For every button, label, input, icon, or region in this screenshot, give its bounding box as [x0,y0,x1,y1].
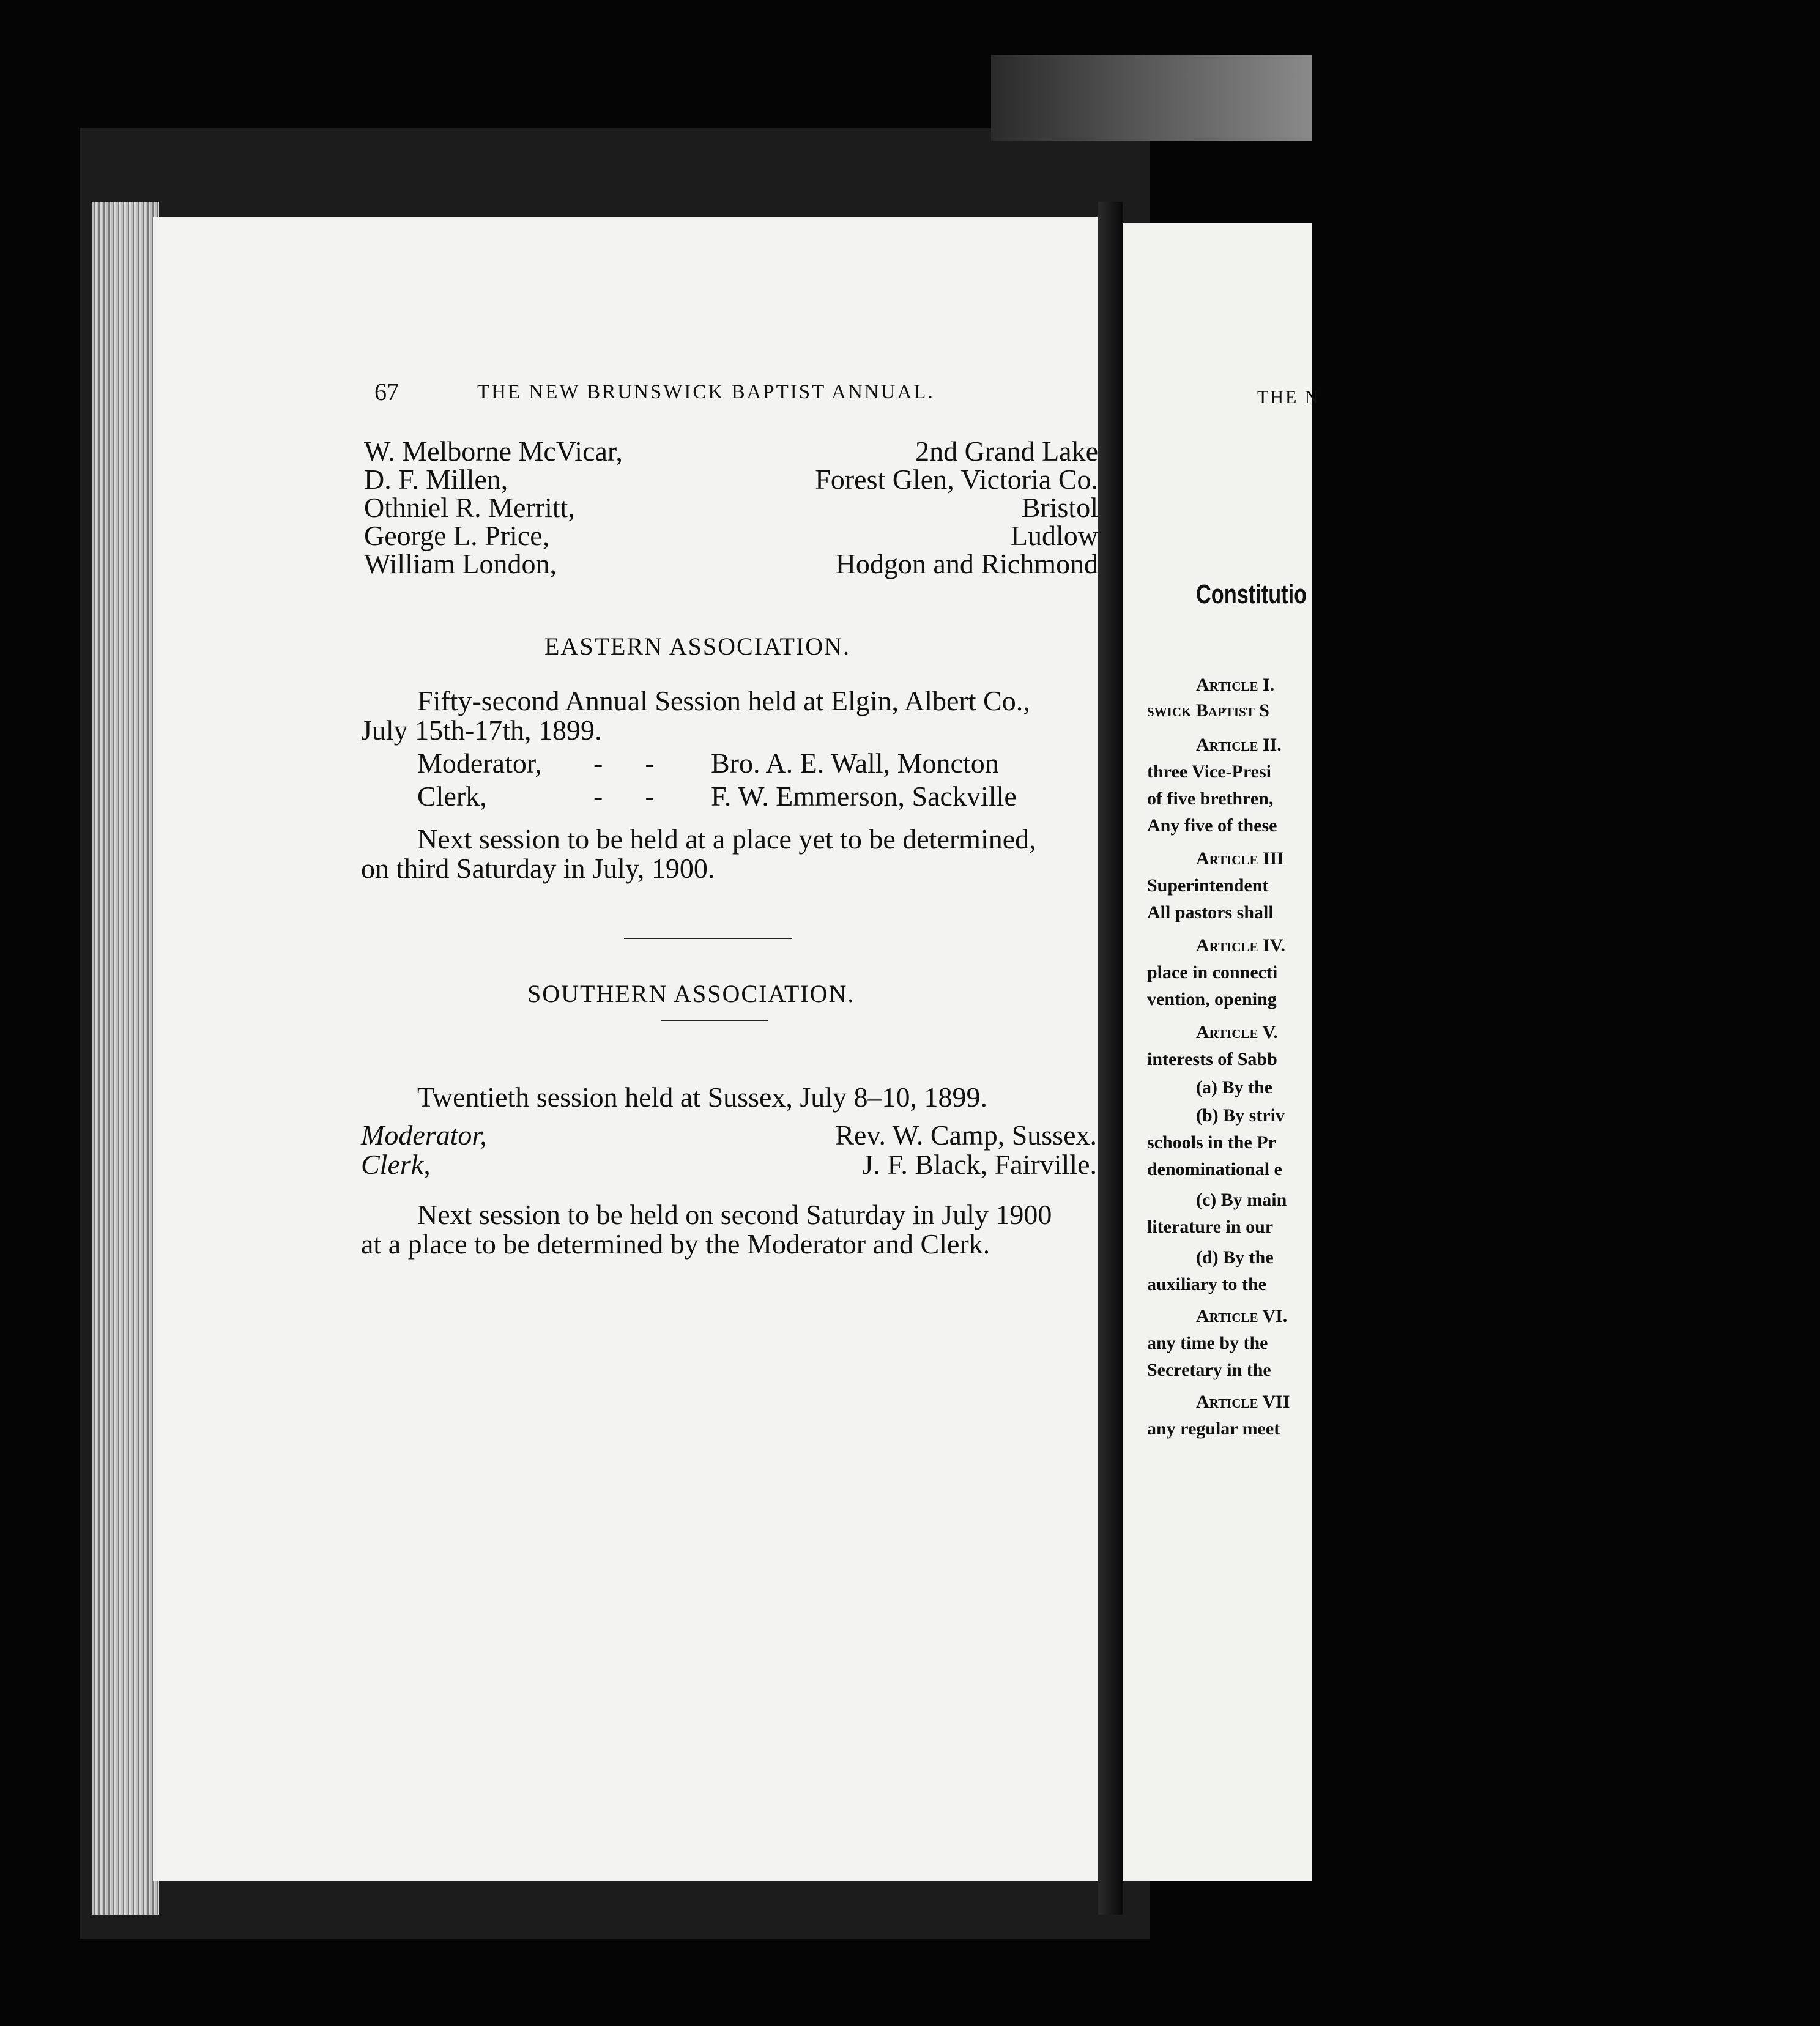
member-name: George L. Price, [364,520,550,551]
member-place: Ludlow [1010,520,1098,551]
right-line: Article IV. [1196,935,1285,955]
right-line: schools in the Pr [1147,1132,1276,1152]
section-divider [624,938,792,939]
right-line: place in connecti [1147,962,1278,982]
member-name: D. F. Millen, [364,464,508,495]
right-line: Article VII [1196,1392,1290,1412]
eastern-clerk-dashes: - - [593,781,655,812]
eastern-association-heading: EASTERN ASSOCIATION. [544,633,851,660]
southern-association-heading: SOUTHERN ASSOCIATION. [527,980,855,1007]
eastern-next-line2: on third Saturday in July, 1900. [361,853,715,884]
book-gutter [1098,202,1123,1915]
right-line: (b) By striv [1196,1105,1285,1126]
member-name: W. Melborne McVicar, [364,436,623,467]
southern-clerk-label: Clerk, [361,1149,431,1180]
right-line: Any five of these [1147,815,1277,836]
member-place: Hodgon and Richmond [835,548,1098,579]
right-line: Article III [1196,848,1284,869]
page-number: 67 [374,378,399,406]
eastern-clerk-value: F. W. Emmerson, Sackville [711,781,1017,812]
right-line: any regular meet [1147,1419,1280,1439]
right-line: interests of Sabb [1147,1049,1277,1069]
southern-clerk-value: J. F. Black, Fairville. [862,1149,1097,1180]
eastern-session-line2: July 15th-17th, 1899. [361,714,602,746]
right-line: literature in our [1147,1217,1274,1237]
eastern-moderator-value: Bro. A. E. Wall, Moncton [711,748,999,779]
right-line: Article II. [1196,735,1282,755]
right-page-title: Constitutio [1196,579,1307,609]
right-line: of five brethren, [1147,789,1274,809]
right-line: swick Baptist S [1147,700,1269,721]
right-page [1123,223,1320,1881]
member-place: Bristol [1021,492,1098,523]
southern-moderator-value: Rev. W. Camp, Sussex. [835,1119,1097,1151]
eastern-moderator-dashes: - - [593,748,655,779]
member-place: 2nd Grand Lake [915,436,1098,467]
eastern-session-line1: Fifty-second Annual Session held at Elgin, Albert Co., [417,685,1030,716]
right-running-head: THE N [1257,387,1320,407]
eastern-next-line1: Next session to be held at a place yet to be determined, [417,823,1036,855]
eastern-moderator-label: Moderator, [417,748,542,779]
right-line: Article V. [1196,1022,1278,1042]
right-line: Article I. [1196,675,1275,695]
right-line: any time by the [1147,1333,1268,1353]
right-line: (d) By the [1196,1247,1274,1267]
right-line: vention, opening [1147,989,1277,1009]
right-line: denominational e [1147,1159,1282,1179]
right-line: (c) By main [1196,1190,1287,1210]
right-line: Superintendent [1147,875,1269,896]
book-spine [991,55,1312,141]
heading-underline [661,1020,768,1021]
page-edges [92,202,159,1915]
member-name: Othniel R. Merritt, [364,492,575,523]
right-line: (a) By the [1196,1077,1272,1097]
right-line: three Vice-Presi [1147,762,1271,782]
southern-next-line1: Next session to be held on second Saturday in July 1900 [417,1199,1052,1230]
left-page [153,217,1098,1881]
right-line: auxiliary to the [1147,1274,1266,1294]
running-head: THE NEW BRUNSWICK BAPTIST ANNUAL. [477,381,935,403]
southern-session-line: Twentieth session held at Sussex, July 8–10, 1899. [417,1082,988,1113]
southern-moderator-label: Moderator, [361,1119,487,1151]
member-place: Forest Glen, Victoria Co. [815,464,1098,495]
right-line: Secretary in the [1147,1360,1271,1380]
member-name: William London, [364,548,557,579]
eastern-clerk-label: Clerk, [417,781,487,812]
southern-next-line2: at a place to be determined by the Moderator and Clerk. [361,1228,990,1260]
right-line: Article VI. [1196,1306,1288,1326]
right-line: All pastors shall [1147,902,1274,922]
